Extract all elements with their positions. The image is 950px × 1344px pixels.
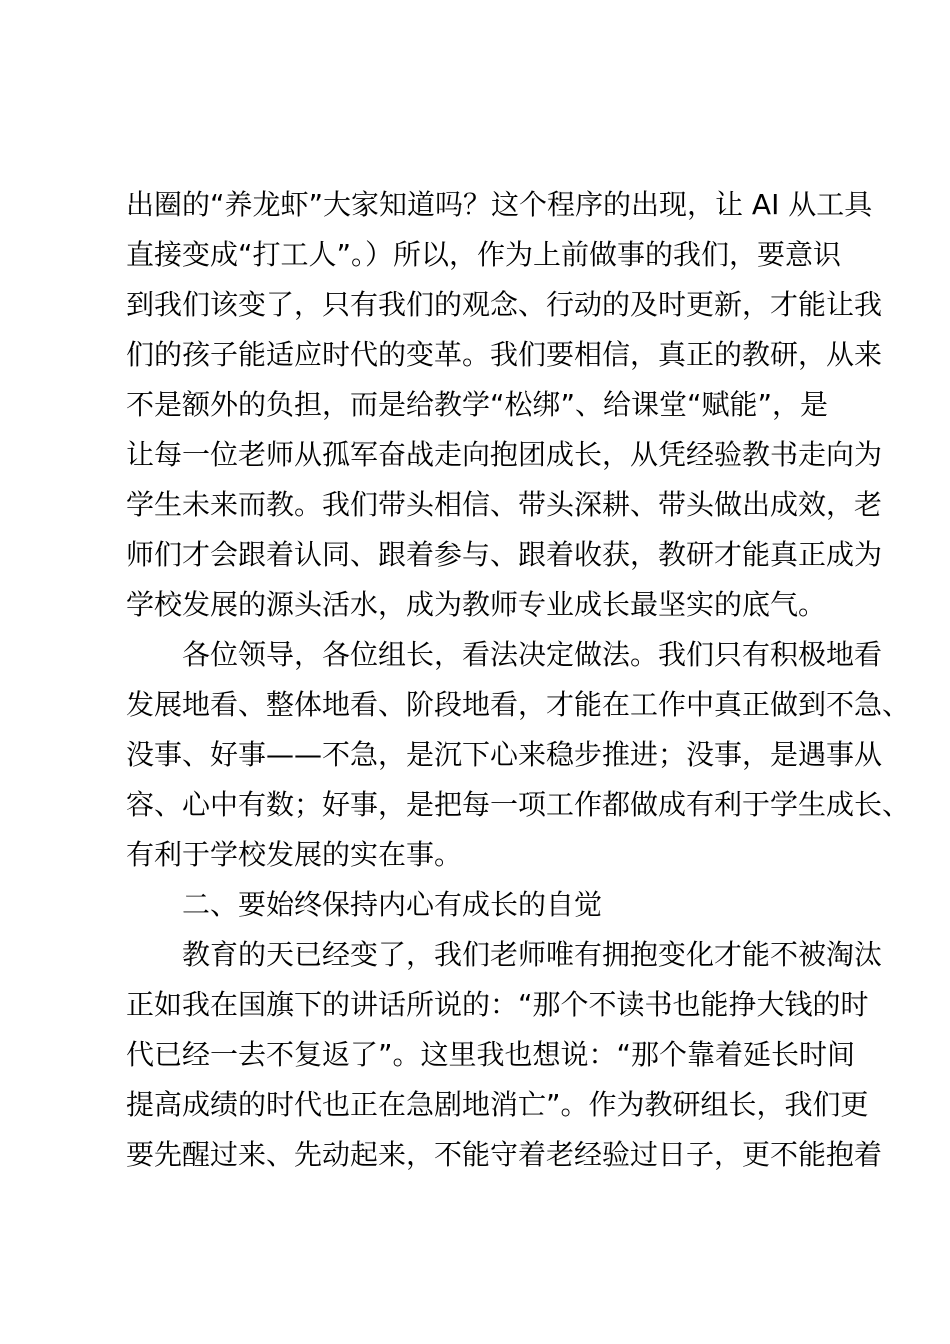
text-line: 容、心中有数；好事，是把每一项工作都做成有利于学生成长、 xyxy=(126,788,911,821)
text-line: 学校发展的源头活水，成为教师专业成长最坚实的底气。 xyxy=(126,588,827,621)
text-line: 学生未来而教。我们带头相信、带头深耕、带头做出成效，老 xyxy=(126,488,883,521)
text-line: 发展地看、整体地看、阶段地看，才能在工作中真正做到不急、 xyxy=(126,688,911,721)
text-line: 出圈的“养龙虾”大家知道吗？这个程序的出现，让 AI 从工具 xyxy=(126,188,873,221)
text-line: 让每一位老师从孤军奋战走向抱团成长，从凭经验教书走向为 xyxy=(126,438,883,471)
section-heading: 二、要始终保持内心有成长的自觉 xyxy=(182,888,603,921)
text-line: 不是额外的负担，而是给教学“松绑”、给课堂“赋能”，是 xyxy=(126,388,829,421)
paragraph-start-line: 教育的天已经变了，我们老师唯有拥抱变化才能不被淘汰 xyxy=(182,938,883,971)
text-line: 们的孩子能适应时代的变革。我们要相信，真正的教研，从来 xyxy=(126,338,883,371)
text-line: 提高成绩的时代也正在急剧地消亡”。作为教研组长，我们更 xyxy=(126,1088,869,1121)
text-line: 代已经一去不复返了”。这里我也想说：“那个靠着延长时间 xyxy=(126,1038,856,1071)
text-line: 要先醒过来、先动起来，不能守着老经验过日子，更不能抱着 xyxy=(126,1138,883,1171)
text-line: 直接变成“打工人”。）所以，作为上前做事的我们，要意识 xyxy=(126,238,842,271)
text-line: 有利于学校发展的实在事。 xyxy=(126,838,463,871)
paragraph-start-line: 各位领导，各位组长，看法决定做法。我们只有积极地看 xyxy=(182,638,883,671)
text-line: 师们才会跟着认同、跟着参与、跟着收获，教研才能真正成为 xyxy=(126,538,883,571)
text-line: 正如我在国旗下的讲话所说的：“那个不读书也能挣大钱的时 xyxy=(126,988,869,1021)
body-text xyxy=(126,180,911,1180)
text-line: 到我们该变了，只有我们的观念、行动的及时更新，才能让我 xyxy=(126,288,883,321)
text-line: 没事、好事——不急，是沉下心来稳步推进；没事，是遇事从 xyxy=(126,738,883,771)
